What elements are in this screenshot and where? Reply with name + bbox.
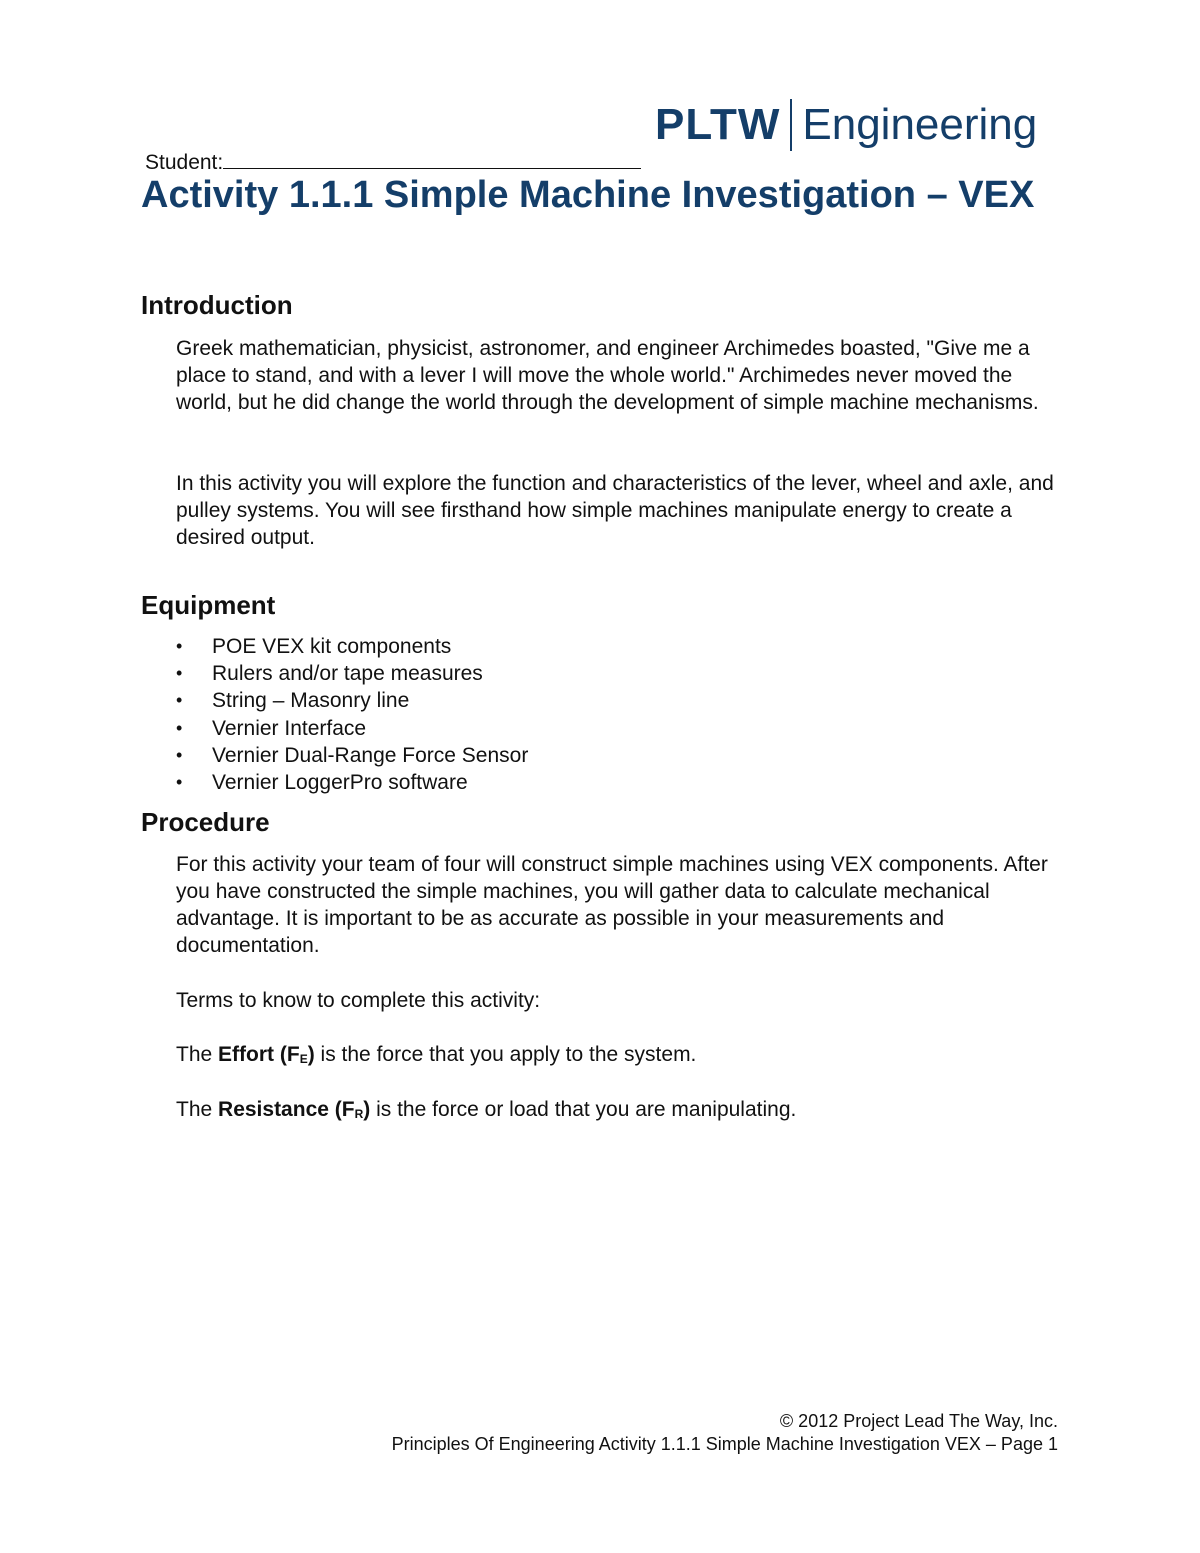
procedure-heading: Procedure: [141, 807, 270, 837]
pltw-engineering-logo: [655, 95, 1037, 155]
student-name-blank: [223, 148, 641, 169]
procedure-paragraph: For this activity your team of four will construct simple machines using VEX components. After you have constructed the simple machines, you will gather data to calculate mechanical advantage. It is important to be as accurate as possible in your measurements and documentation.: [176, 853, 1048, 957]
terms-intro: Terms to know to complete this activity:: [176, 989, 541, 1012]
effort-term: Effort (F: [218, 1043, 300, 1066]
student-label: Student:: [145, 151, 224, 174]
resistance-definition: The Resistance (FR) is the force or load that you are manipulating.: [176, 1098, 797, 1121]
footer-copyright: © 2012 Project Lead The Way, Inc.: [779, 1411, 1058, 1431]
list-item: • POE VEX kit components: [176, 633, 528, 660]
list-item: • Vernier Interface: [176, 715, 528, 742]
introduction-heading: Introduction: [141, 290, 293, 320]
introduction-paragraph-1: Greek mathematician, physicist, astronomer, and engineer Archimedes boasted, "Give me a place to stand, and with a lever I will move the whole world." Archimedes never moved the world, but he did change the world through the development of simple machine mechanisms.: [176, 337, 1039, 414]
logo-pltw-text: PLTW: [655, 100, 781, 149]
bullet-icon: •: [176, 663, 183, 684]
equipment-heading: Equipment: [141, 590, 276, 620]
effort-definition: The Effort (FE) is the force that you apply to the system.: [176, 1043, 697, 1066]
logo-engineering-text: Engineering: [802, 100, 1038, 149]
list-item: • String – Masonry line: [176, 687, 528, 714]
bullet-icon: •: [176, 744, 183, 765]
resistance-term: Resistance (F: [218, 1098, 355, 1121]
page-title: Activity 1.1.1 Simple Machine Investigation – VEX: [141, 174, 1035, 216]
list-item: • Vernier Dual-Range Force Sensor: [176, 742, 528, 769]
footer-page-line: Principles Of Engineering Activity 1.1.1 Simple Machine Investigation VEX – Page 1: [391, 1434, 1058, 1454]
resistance-subscript: R: [354, 1107, 364, 1121]
bullet-icon: •: [176, 717, 183, 738]
equipment-list: [176, 633, 528, 796]
bullet-icon: •: [176, 772, 183, 793]
bullet-icon: •: [176, 636, 183, 656]
logo-divider: [790, 99, 792, 151]
list-item: • Vernier LoggerPro software: [176, 769, 528, 796]
student-field: [145, 148, 641, 175]
list-item: • Rulers and/or tape measures: [176, 660, 528, 687]
introduction-paragraph-2: In this activity you will explore the function and characteristics of the lever, wheel and axle, and pulley systems. You will see firsthand how simple machines manipulate energy to create a desired output.: [176, 472, 1054, 549]
bullet-icon: •: [176, 690, 183, 711]
effort-subscript: E: [299, 1052, 308, 1066]
